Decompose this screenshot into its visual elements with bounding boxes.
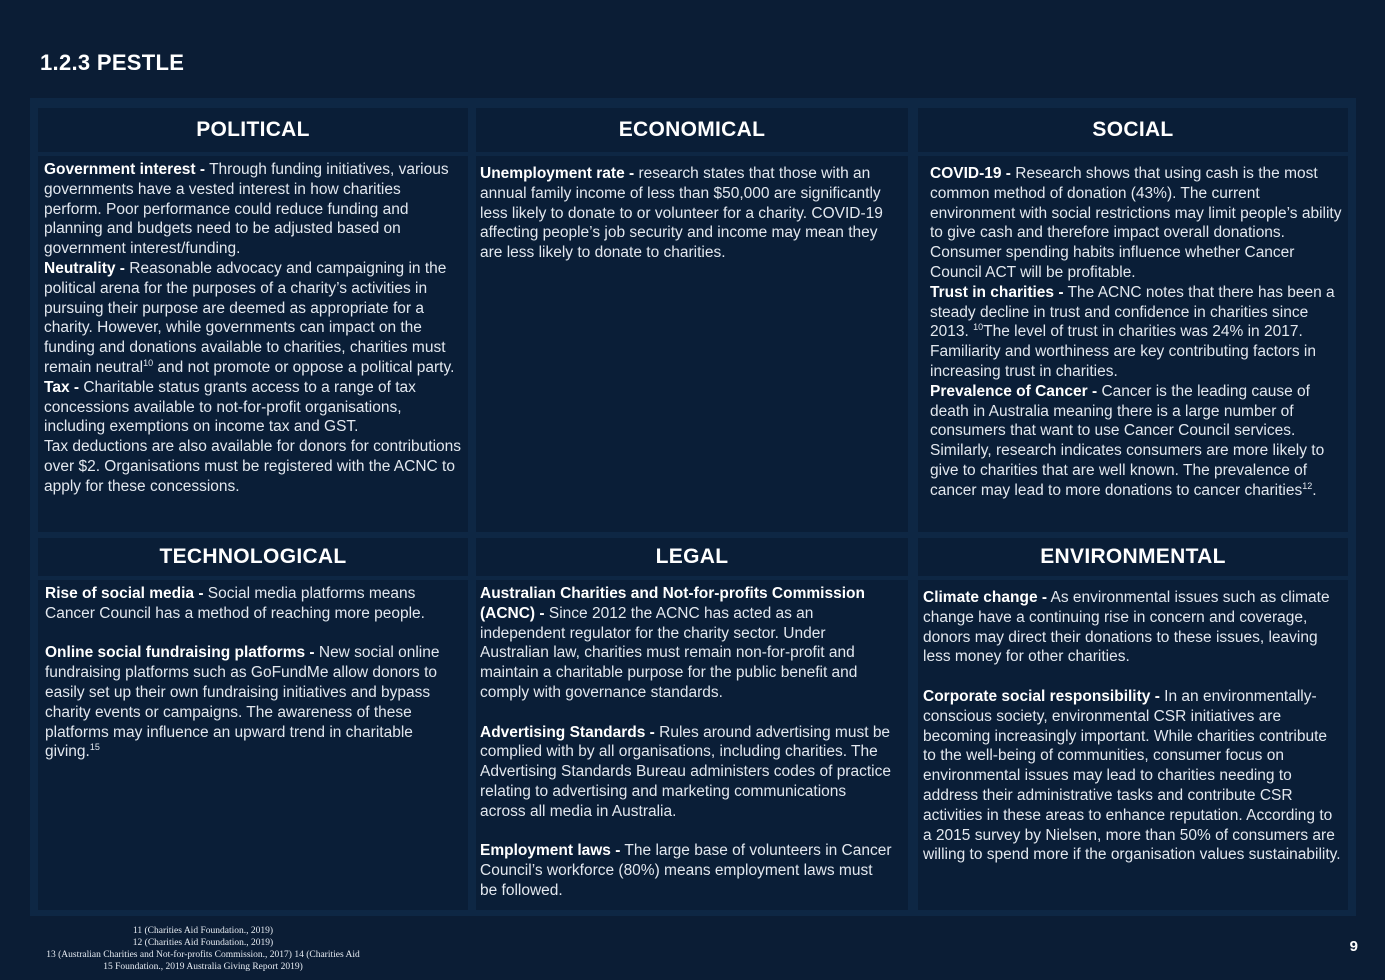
technological-item-fundraising: Online social fundraising platforms - New social online fundraising platforms such as GoFundMe allow donors to easily set up their own fundraising initiatives and bypass charity events or campaigns. The awareness of these platforms may influence an upward trend in charitable giving.$^{15}$ (45, 644, 440, 761)
political-heading (38, 108, 468, 152)
social-body (918, 156, 1348, 532)
footnote-ref: 10 (143, 357, 154, 368)
environmental-heading (918, 538, 1348, 576)
social-heading (918, 108, 1348, 152)
political-body (38, 156, 468, 532)
political-item-government-interest: Government interest - Through funding initiatives, various governments have a vested interest in how charities perform. Poor performance could reduce funding and planning and budgets need to be adjusted based on government interest/funding. (44, 161, 449, 258)
legal-body (476, 580, 908, 910)
environmental-item-climate: Climate change - As environmental issues such as climate change have a continuing rise in concern and coverage, donors may direct their donations to these issues, leaving less money for other charities. (923, 589, 1330, 666)
legal-heading-text: LEGAL (655, 545, 729, 568)
legal-item-employment: Employment laws - The large base of volunteers in Cancer Council’s workforce (80%) means employment laws must be followed. (480, 842, 892, 899)
environmental-item-csr: Corporate social responsibility - In an environmentally-conscious society, environmental CSR initiatives are becoming increasingly important. While charities contribute to the well-being of communities, consumer focus on environmental issues may lead to charities needing to address their administrative tasks and contribute CSR activities in these areas to enhance reputation. According to a 2015 survey by Nielsen, more than 50% of consumers are willing to spend more if the organisation values sustainability. (923, 687, 1341, 864)
political-heading-text: POLITICAL (196, 118, 310, 141)
technological-heading (38, 538, 468, 576)
environmental-heading-text: ENVIRONMENTAL (1040, 545, 1226, 568)
economical-body (476, 156, 908, 532)
legal-item-acnc: Australian Charities and Not-for-profits Commission (ACNC) - Since 2012 the ACNC has acted as an independent regulator for the charity sector. Under Australian law, charities must remain non-for-profit and maintain a charitable purpose for the public benefit and comply with governance standards. (480, 585, 865, 701)
page-title: 1.2.3 PESTLE (40, 50, 185, 75)
legal-item-advertising: Advertising Standards - Rules around advertising must be complied with by all organisations, including charities. The Advertising Standards Bureau administers codes of practice relating to advertising and marketing communications across all media in Australia. (480, 723, 891, 820)
pestle-grid (30, 98, 1356, 916)
environmental-body (918, 580, 1348, 910)
political-item-neutrality: Neutrality - Reasonable advocacy and campaigning in the political arena for the purposes of a charity’s activities in pursuing their purpose are deemed as appropriate for a charity. However, while governments can impact on the funding and donations available to charities, charities must remain neutral$^{10}$ and not promote or oppose a political party. (44, 259, 455, 376)
footnote-ref: 12 (1302, 480, 1313, 491)
footnote-line: 11 (Charities Aid Foundation., 2019) (132, 926, 274, 936)
political-item-tax: Tax - Charitable status grants access to a range of tax concessions available to not-for-profit organisations, including exemptions on income tax and GST. (44, 378, 416, 436)
technological-heading-text: TECHNOLOGICAL (159, 545, 347, 568)
page-number: 9 (1349, 938, 1358, 955)
social-item-covid: COVID-19 - Research shows that using cash is the most common method of donation (43%). The current environment with social restrictions may limit people’s ability to give cash and therefore impact overall donations. Consumer spending habits influence whether Cancer Council ACT will be profitable. (930, 165, 1342, 281)
footnotes (38, 925, 368, 973)
footnote-ref: 10 (973, 322, 984, 333)
economical-heading (476, 108, 908, 152)
footnote-line: 15 Foundation., 2019 Australia Giving Report 2019) (103, 962, 303, 972)
political-item-tax-deductions: Tax deductions are also available for donors for contributions over $2. Organisations must be registered with the ACNC to apply for these concessions. (44, 438, 462, 495)
economical-heading-text: ECONOMICAL (618, 118, 766, 141)
economical-item-unemployment: Unemployment rate - research states that those with an annual family income of less than $50,000 are significantly less likely to donate to or volunteer for a charity. COVID-19 affecting people’s job security and income may mean they are less likely to donate to charities. (480, 165, 883, 262)
legal-heading (476, 538, 908, 576)
footnote-line: 13 (Australian Charities and Not-for-profits Commission., 2017) 14 (Charities Aid (46, 950, 360, 960)
social-item-trust: Trust in charities - The ACNC notes that there has been a steady decline in trust and confidence in charities since 2013. $^{10}$The level of trust in charities was 24% in 2017. Familiarity and worthiness are key contributing factors in increasing trust in charities. (930, 283, 1335, 380)
social-item-prevalence: Prevalence of Cancer - Cancer is the leading cause of death in Australia meaning there is a large number of consumers that want to use Cancer Council services. Similarly, research indicates consumers are more likely to give to charities that are well known. The prevalence of cancer may lead to more donations to cancer charities$^{12}$. (930, 382, 1325, 499)
footnote-line: 12 (Charities Aid Foundation., 2019) (132, 938, 274, 948)
technological-body (38, 580, 468, 910)
footnote-ref: 15 (89, 742, 100, 753)
social-heading-text: SOCIAL (1092, 118, 1174, 141)
technological-item-social-media: Rise of social media - Social media platforms means Cancer Council has a method of reaching more people. (45, 585, 425, 622)
